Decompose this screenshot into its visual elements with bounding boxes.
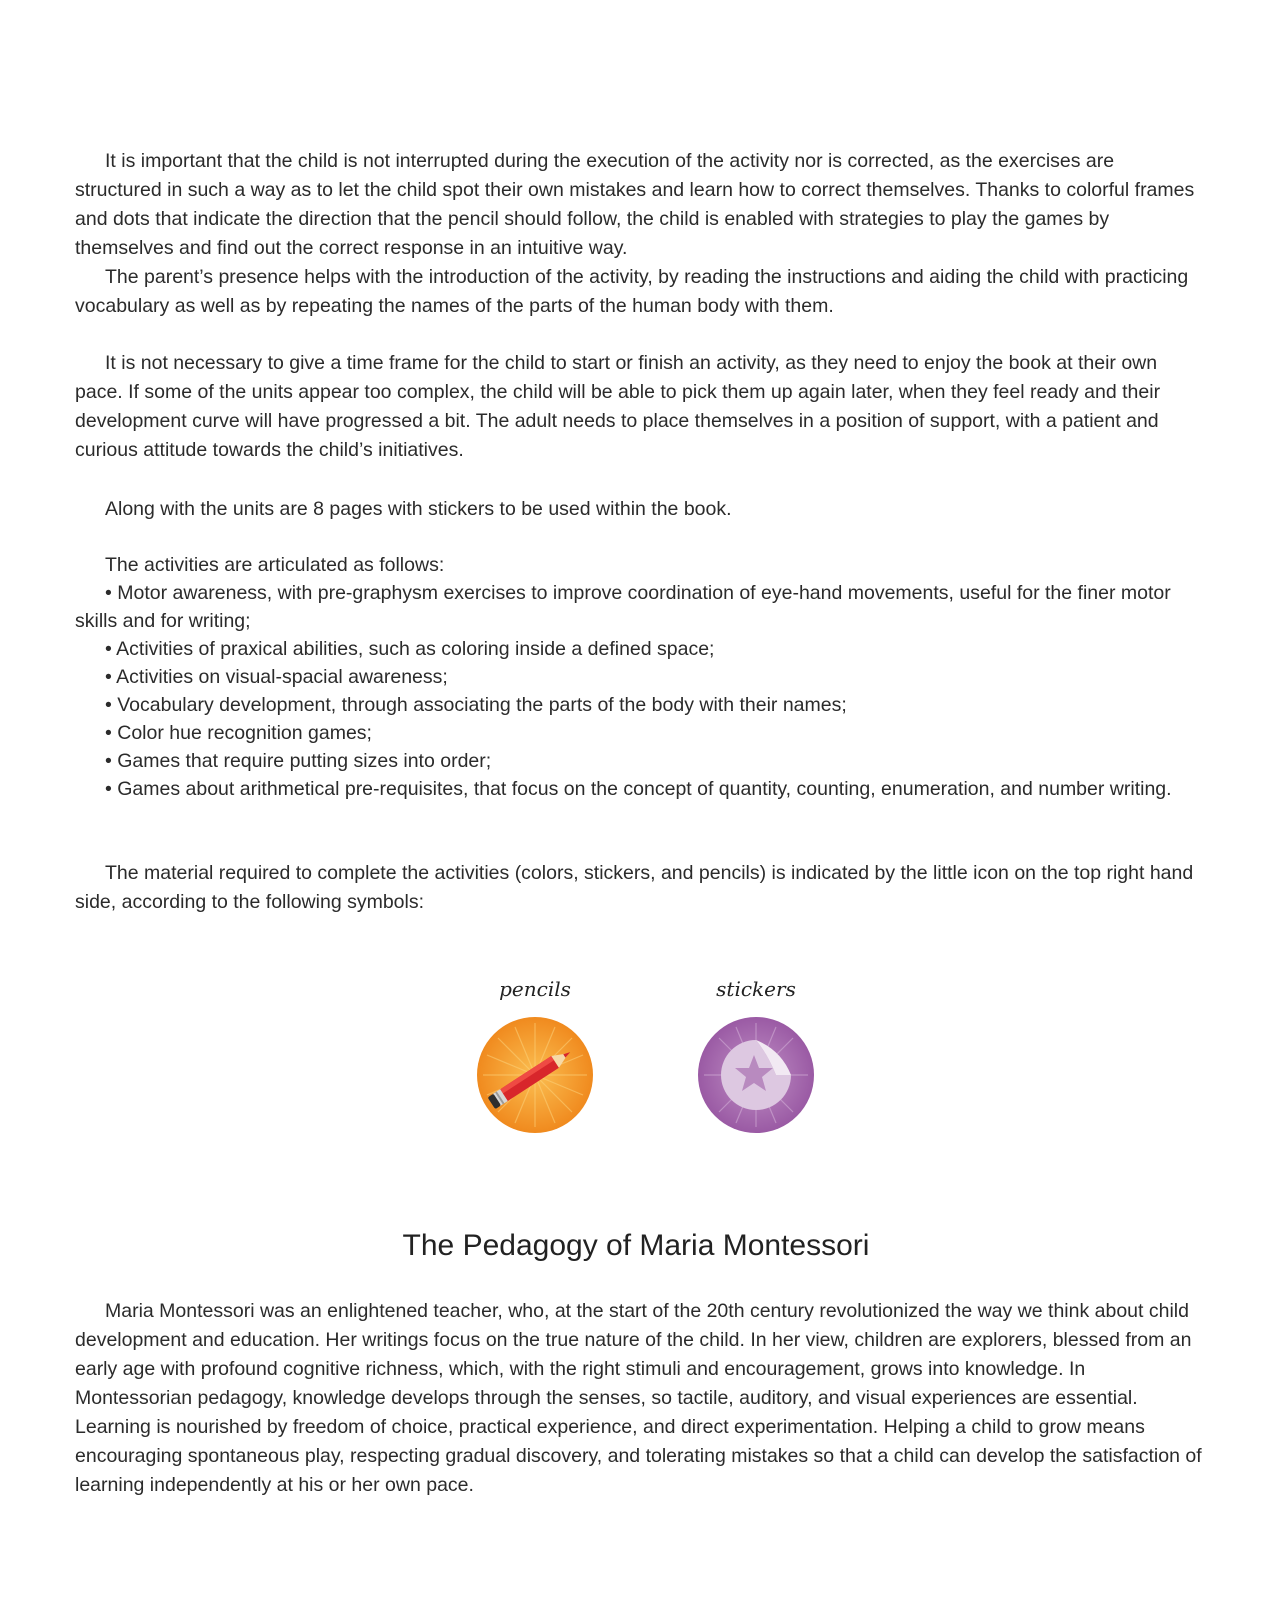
star-sticker-icon xyxy=(696,1015,816,1135)
activities-section xyxy=(75,551,1205,803)
legend-stickers xyxy=(686,975,826,1135)
material-section xyxy=(75,859,1205,917)
activity-item: • Games that require putting sizes into order; xyxy=(105,750,492,772)
section-heading: The Pedagogy of Maria Montessori xyxy=(402,1229,870,1262)
timeframe-paragraph: It is not necessary to give a time frame for the child to start or finish an activity, as they need to enjoy the book at their own pace. If some of the units appear too complex, the child will be able to pick them up again later, when they feel ready and their development curve will have progressed a bit. The adult needs to place themselves in a position of support, with a patient and curious attitude towards the child’s initiatives. xyxy=(75,352,1161,461)
timeframe-section xyxy=(75,349,1205,465)
stickers-label: stickers xyxy=(716,977,796,1001)
activity-item: • Color hue recognition games; xyxy=(105,722,372,744)
pencils-label: pencils xyxy=(499,977,571,1001)
material-paragraph: The material required to complete the activities (colors, stickers, and pencils) is indicated by the little icon on the top right hand side, according to the following symbols: xyxy=(75,862,1194,913)
montessori-paragraph: Maria Montessori was an enlightened teacher, who, at the start of the 20th century revolutionized the way we think about child development and education. Her writings focus on the true nature of the child. In her view, children are explorers, blessed from an early age with profound cognitive richness, which, with the right stimuli and encouragement, grows into knowledge. In Montessorian pedagogy, knowledge develops through the senses, so tactile, auditory, and visual experiences are essential. Learning is nourished by freedom of choice, practical experience, and direct experimentation. Helping a child to grow means encouraging spontaneous play, respecting gradual discovery, and tolerating mistakes so that a child can develop the satisfaction of learning independently at his or her own pace. xyxy=(75,1300,1202,1496)
intro-paragraph-1: It is important that the child is not interrupted during the execution of the activity nor is corrected, as the exercises are structured in such a way as to let the child spot their own mistakes and learn how to correct themselves. Thanks to colorful frames and dots that indicate the direction that the pencil should follow, the child is enabled with strategies to play the games by themselves and find out the correct response in an intuitive way. xyxy=(75,150,1195,259)
legend-pencils xyxy=(465,975,605,1135)
intro-section xyxy=(75,147,1205,321)
activity-item: • Activities on visual-spacial awareness; xyxy=(105,666,448,688)
activity-item: • Games about arithmetical pre-requisites, that focus on the concept of quantity, counting, enumeration, and number writing. xyxy=(105,778,1172,800)
stickers-note-section xyxy=(75,495,1205,524)
stickers-note-paragraph: Along with the units are 8 pages with stickers to be used within the book. xyxy=(105,498,732,520)
symbol-legend xyxy=(0,975,1272,1135)
intro-paragraph-2: The parent’s presence helps with the introduction of the activity, by reading the instructions and aiding the child with practicing vocabulary as well as by repeating the names of the parts of the human body with them. xyxy=(75,266,1189,317)
activity-item: • Activities of praxical abilities, such as coloring inside a defined space; xyxy=(105,638,715,660)
pencil-icon xyxy=(475,1015,595,1135)
activities-intro: The activities are articulated as follows: xyxy=(105,554,445,576)
activity-item: • Vocabulary development, through associating the parts of the body with their names; xyxy=(105,694,847,716)
activity-item: • Motor awareness, with pre-graphysm exercises to improve coordination of eye-hand movements, useful for the finer motor skills and for writing; xyxy=(75,582,1171,632)
montessori-section xyxy=(75,1297,1205,1500)
